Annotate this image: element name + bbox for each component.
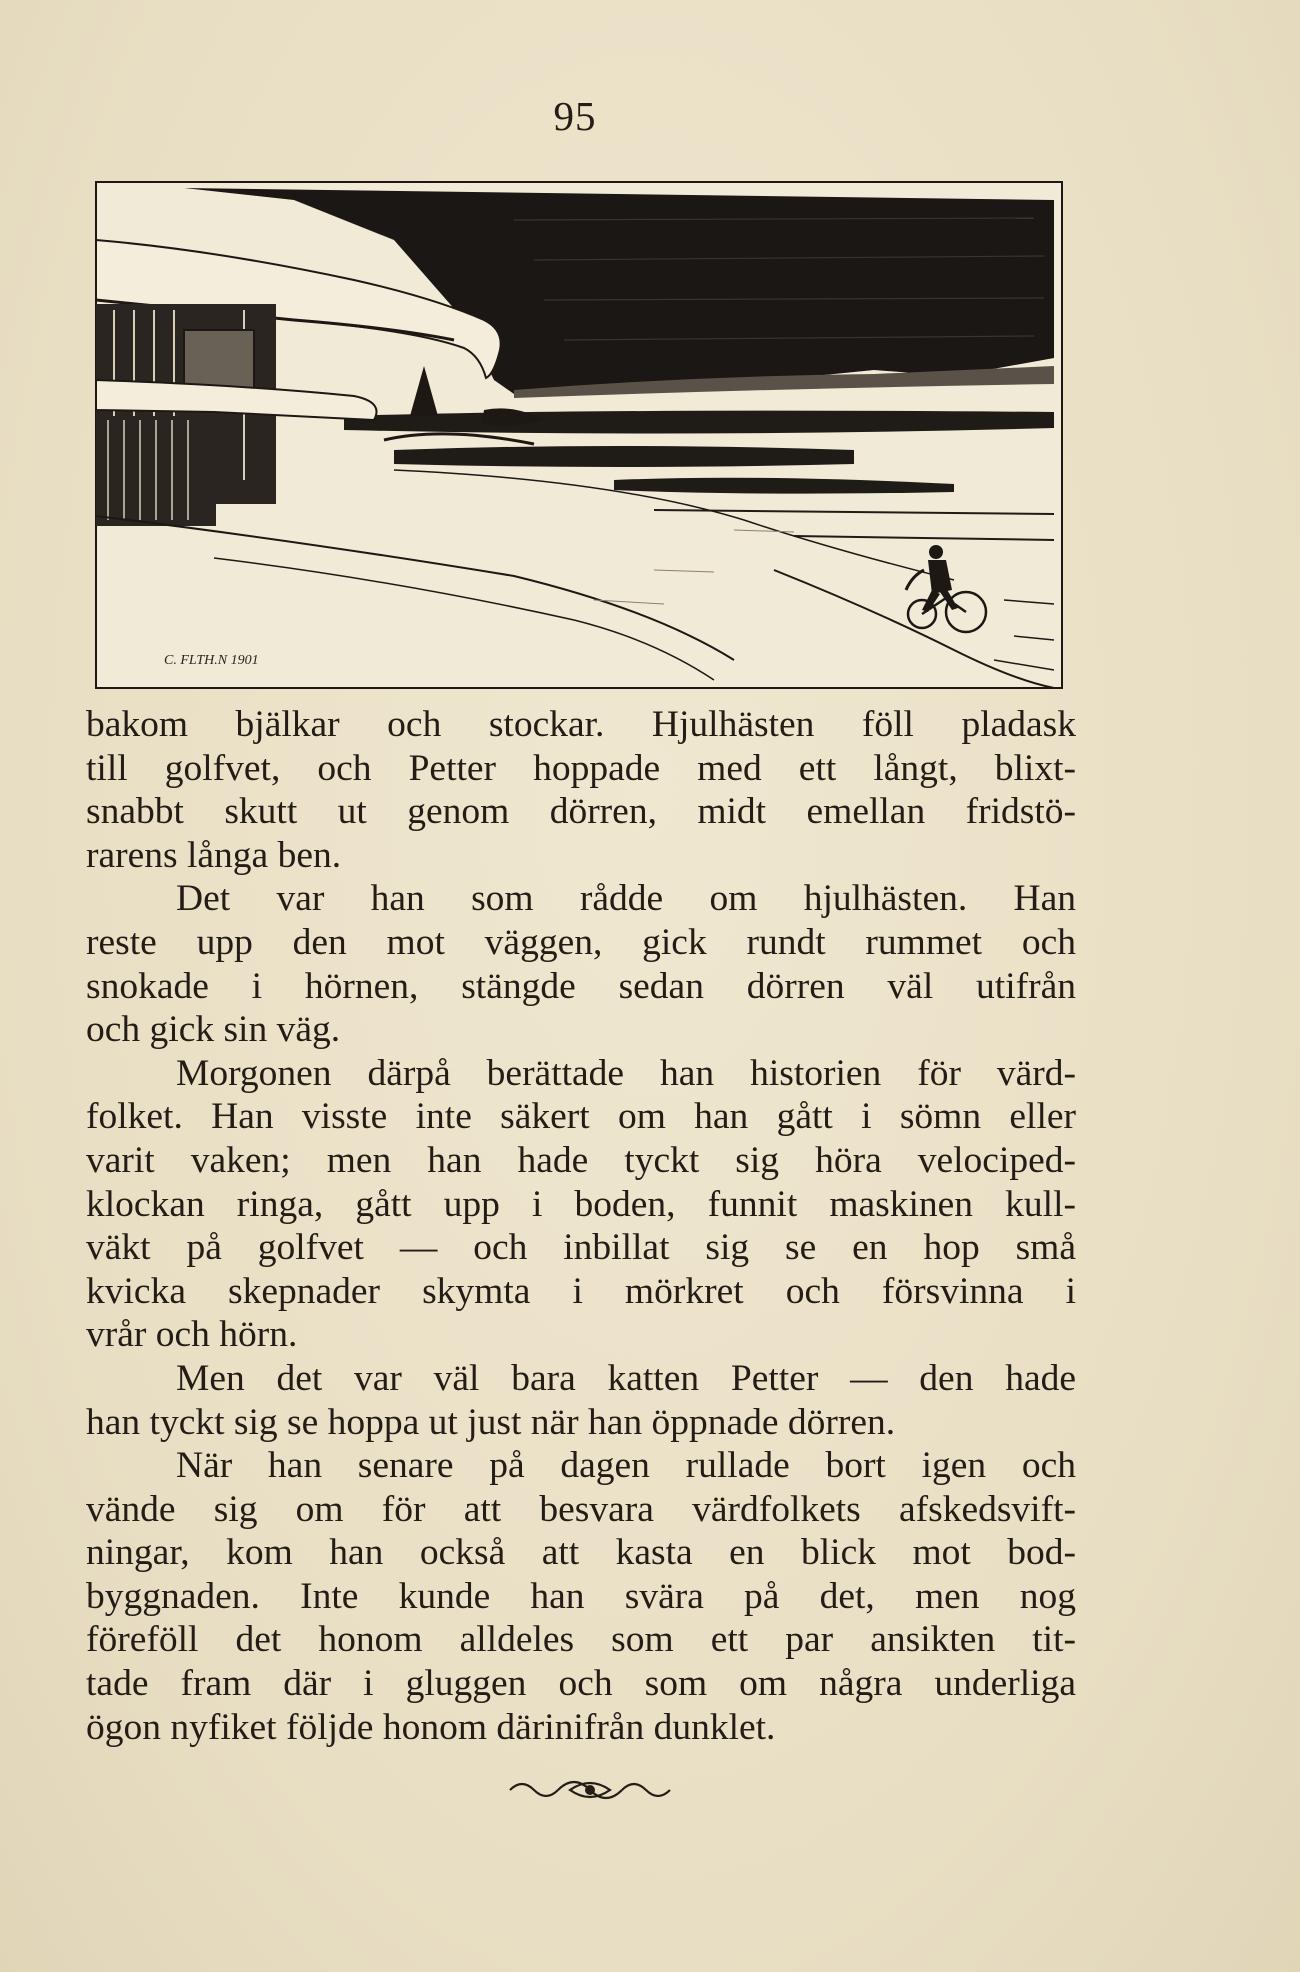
text-line: till golfvet, och Petter hoppade med ett långt, blixt- xyxy=(86,747,1076,789)
text-line: Det var han som rådde om hjulhästen. Han xyxy=(176,878,1076,920)
text-line: bakom bjälkar och stockar. Hjulhästen föll pladask xyxy=(86,704,1076,745)
text-line: och gick sin väg. xyxy=(86,1009,341,1051)
text-line: vände sig om för att besvara värdfolkets afskedsvift- xyxy=(86,1488,1076,1530)
winter-cyclist-illustration xyxy=(94,180,1064,690)
end-ornament xyxy=(500,1770,680,1810)
text-line: folket. Han visste inte säkert om han gått i sömn eller xyxy=(86,1096,1076,1138)
text-line: väkt på golfvet — och inbillat sig se en hop små xyxy=(86,1227,1076,1269)
text-line: varit vaken; men han hade tyckt sig höra velociped- xyxy=(86,1139,1076,1181)
text-line: snokade i hörnen, stängde sedan dörren väl utifrån xyxy=(86,965,1076,1007)
text-line: Morgonen därpå berättade han historien för värd- xyxy=(176,1052,1076,1094)
paragraph xyxy=(86,1444,1076,1749)
text-line: vrår och hörn. xyxy=(86,1314,298,1356)
paragraph xyxy=(86,1357,1076,1444)
text-line: snabbt skutt ut genom dörren, midt emellan fridstö- xyxy=(86,791,1076,833)
text-line: Men det var väl bara katten Petter — den hade xyxy=(176,1357,1076,1399)
text-line: reste upp den mot väggen, gick rundt rummet och xyxy=(86,921,1076,963)
text-line: kvicka skepnader skymta i mörkret och försvinna i xyxy=(86,1270,1076,1312)
page-number: 95 xyxy=(553,93,597,139)
body-text xyxy=(86,703,1076,1749)
text-line: byggnaden. Inte kunde han svära på det, men nog xyxy=(86,1575,1076,1617)
text-line: ögon nyfiket följde honom därinifrån dunklet. xyxy=(86,1706,776,1748)
paragraph xyxy=(86,877,1076,1051)
text-line: föreföll det honom alldeles som ett par ansikten tit- xyxy=(86,1619,1076,1661)
paragraph xyxy=(86,1052,1076,1357)
text-line: ningar, kom han också att kasta en blick mot bod- xyxy=(86,1532,1076,1574)
text-line: han tyckt sig se hoppa ut just när han öppnade dörren. xyxy=(86,1401,896,1443)
text-line: klockan ringa, gått upp i boden, funnit maskinen kull- xyxy=(86,1183,1076,1225)
text-line: När han senare på dagen rullade bort igen och xyxy=(176,1445,1076,1487)
text-line: tade fram där i gluggen och som om några underliga xyxy=(86,1663,1076,1705)
artist-signature: C. FLTH.N 1901 xyxy=(164,653,259,668)
text-line: rarens långa ben. xyxy=(86,834,342,876)
paragraph xyxy=(86,703,1076,877)
